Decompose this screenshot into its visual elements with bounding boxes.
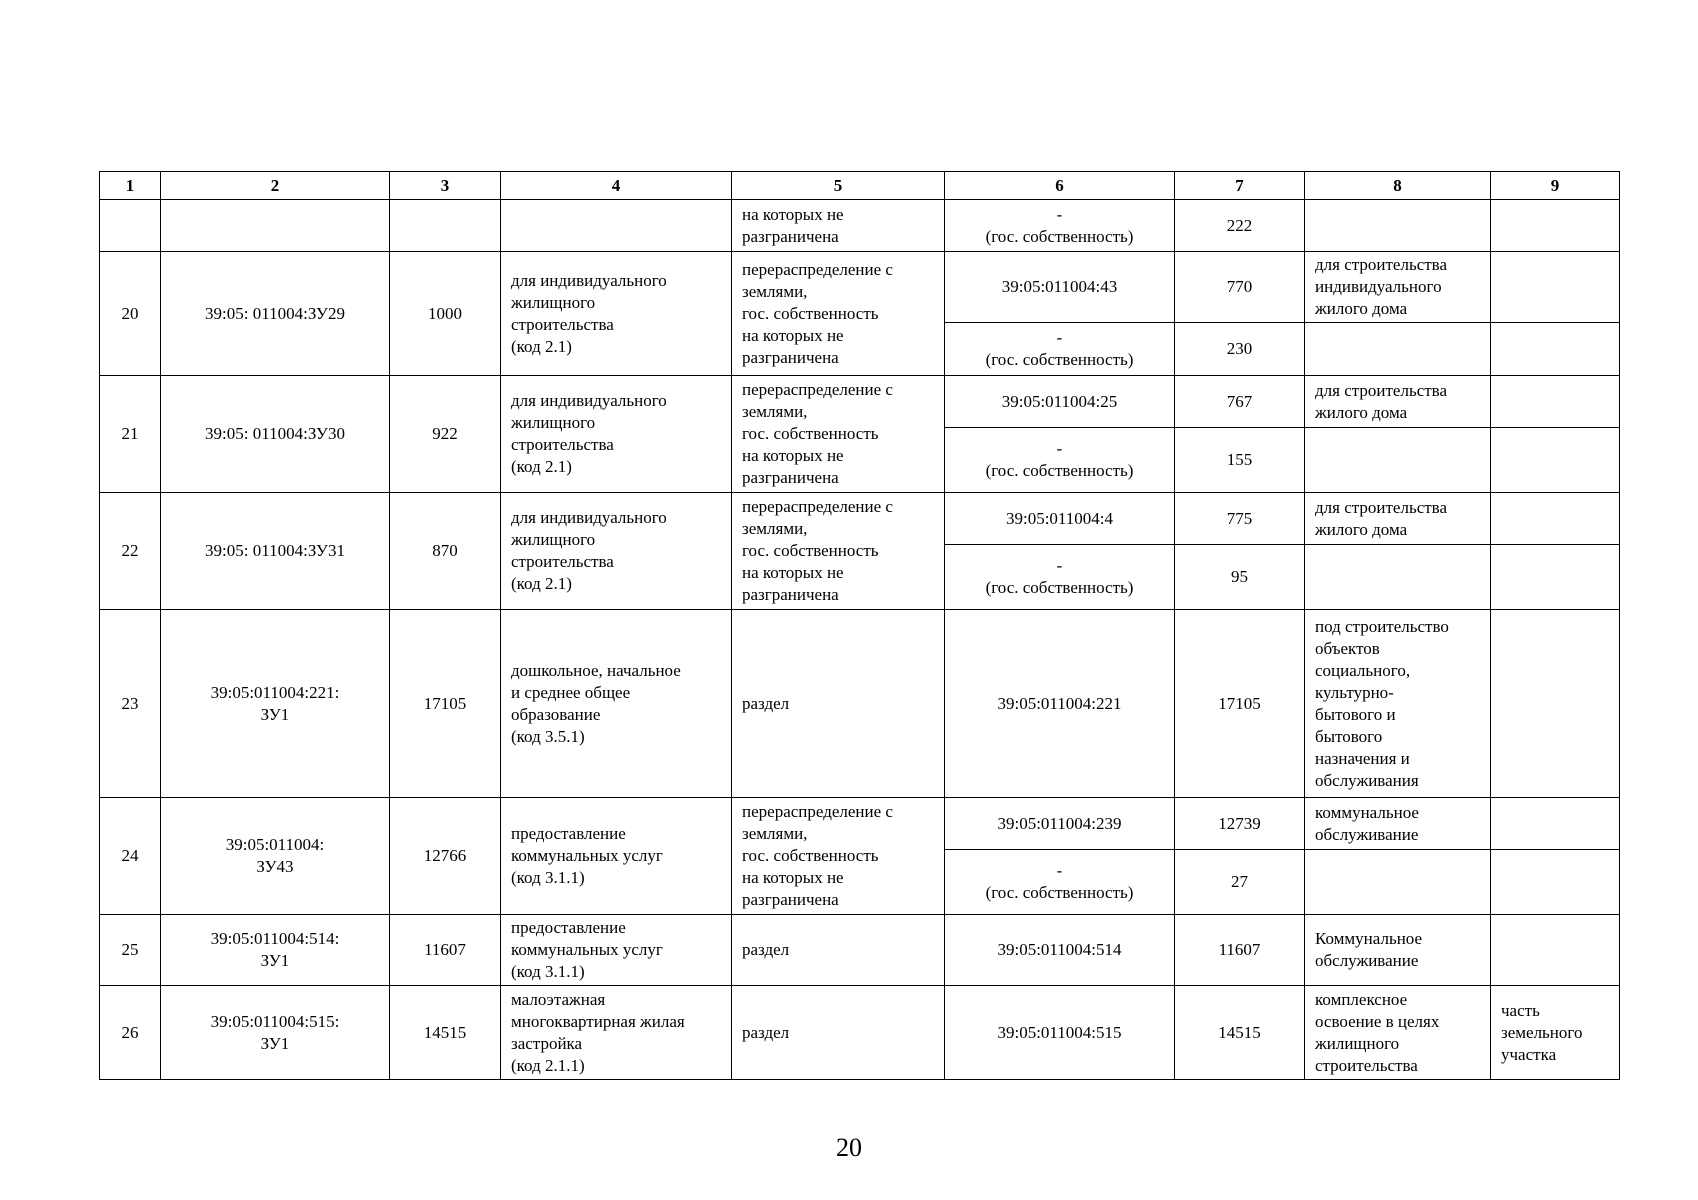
cell-area-part: 27	[1175, 850, 1305, 915]
cell-use: для индивидуального жилищного строительства (код 2.1)	[501, 252, 732, 376]
cell-method: перераспределение с землями, гос. собственность на которых не разграничена	[732, 798, 945, 915]
table-row	[100, 610, 1620, 798]
cell-use: малоэтажная многоквартирная жилая застройка (код 2.1.1)	[501, 986, 732, 1080]
cell-cadastral: 39:05:011004:514: ЗУ1	[161, 915, 390, 986]
cell-number: 25	[100, 915, 161, 986]
cell-note	[1491, 545, 1620, 610]
cell-source: - (гос. собственность)	[945, 200, 1175, 252]
cell-use: дошкольное, начальное и среднее общее образование (код 3.5.1)	[501, 610, 732, 798]
cell-number: 22	[100, 493, 161, 610]
cell-empty	[390, 200, 501, 252]
cell-purpose: под строительство объектов социального, культурно- бытового и бытового назначения и обслуживания	[1305, 610, 1491, 798]
header-col-4: 4	[501, 172, 732, 200]
table-row	[100, 252, 1620, 323]
cell-empty	[501, 200, 732, 252]
cell-area-part: 222	[1175, 200, 1305, 252]
cell-use: предоставление коммунальных услуг (код 3.1.1)	[501, 915, 732, 986]
cell-purpose	[1305, 323, 1491, 376]
cell-note	[1491, 252, 1620, 323]
header-col-7: 7	[1175, 172, 1305, 200]
cell-area: 12766	[390, 798, 501, 915]
cell-purpose: Коммунальное обслуживание	[1305, 915, 1491, 986]
cell-note	[1491, 376, 1620, 428]
cell-note	[1491, 493, 1620, 545]
cell-area: 870	[390, 493, 501, 610]
cell-use: для индивидуального жилищного строительства (код 2.1)	[501, 376, 732, 493]
cell-note	[1491, 915, 1620, 986]
cell-purpose	[1305, 200, 1491, 252]
header-col-2: 2	[161, 172, 390, 200]
cell-source: 39:05:011004:514	[945, 915, 1175, 986]
land-plots-table	[99, 171, 1620, 1080]
cell-area-part: 770	[1175, 252, 1305, 323]
cell-purpose: для строительства индивидуального жилого дома	[1305, 252, 1491, 323]
cell-purpose: для строительства жилого дома	[1305, 376, 1491, 428]
cell-number: 23	[100, 610, 161, 798]
header-col-3: 3	[390, 172, 501, 200]
header-col-9: 9	[1491, 172, 1620, 200]
cell-source: 39:05:011004:43	[945, 252, 1175, 323]
cell-purpose: комплексное освоение в целях жилищного строительства	[1305, 986, 1491, 1080]
cell-area: 1000	[390, 252, 501, 376]
cell-area-part: 155	[1175, 428, 1305, 493]
cell-number: 20	[100, 252, 161, 376]
cell-purpose	[1305, 428, 1491, 493]
cell-purpose: для строительства жилого дома	[1305, 493, 1491, 545]
cell-area-part: 17105	[1175, 610, 1305, 798]
cell-area: 922	[390, 376, 501, 493]
cell-area-part: 14515	[1175, 986, 1305, 1080]
cell-area-part: 775	[1175, 493, 1305, 545]
cell-cadastral: 39:05: 011004:ЗУ31	[161, 493, 390, 610]
cell-note	[1491, 610, 1620, 798]
cell-cadastral: 39:05:011004: ЗУ43	[161, 798, 390, 915]
cell-note	[1491, 798, 1620, 850]
cell-method: перераспределение с землями, гос. собственность на которых не разграничена	[732, 493, 945, 610]
cell-source: 39:05:011004:4	[945, 493, 1175, 545]
cell-cadastral: 39:05:011004:221: ЗУ1	[161, 610, 390, 798]
cell-source: 39:05:011004:221	[945, 610, 1175, 798]
cell-use: для индивидуального жилищного строительства (код 2.1)	[501, 493, 732, 610]
cell-number: 21	[100, 376, 161, 493]
cell-method: на которых не разграничена	[732, 200, 945, 252]
cell-note	[1491, 200, 1620, 252]
header-col-8: 8	[1305, 172, 1491, 200]
cell-source: - (гос. собственность)	[945, 323, 1175, 376]
continuation-row	[100, 200, 1620, 252]
cell-source: 39:05:011004:239	[945, 798, 1175, 850]
cell-area: 11607	[390, 915, 501, 986]
cell-area-part: 12739	[1175, 798, 1305, 850]
cell-source: - (гос. собственность)	[945, 428, 1175, 493]
cell-source: - (гос. собственность)	[945, 545, 1175, 610]
header-col-1: 1	[100, 172, 161, 200]
cell-method: перераспределение с землями, гос. собственность на которых не разграничена	[732, 376, 945, 493]
table-row	[100, 986, 1620, 1080]
cell-area: 14515	[390, 986, 501, 1080]
cell-number: 26	[100, 986, 161, 1080]
cell-method: раздел	[732, 915, 945, 986]
table-row	[100, 798, 1620, 850]
header-col-5: 5	[732, 172, 945, 200]
cell-purpose: коммунальное обслуживание	[1305, 798, 1491, 850]
cell-purpose	[1305, 545, 1491, 610]
cell-note	[1491, 323, 1620, 376]
cell-cadastral: 39:05:011004:515: ЗУ1	[161, 986, 390, 1080]
cell-area-part: 95	[1175, 545, 1305, 610]
cell-method: раздел	[732, 610, 945, 798]
cell-source: 39:05:011004:515	[945, 986, 1175, 1080]
cell-cadastral: 39:05: 011004:ЗУ29	[161, 252, 390, 376]
header-row	[100, 172, 1620, 200]
table-row	[100, 493, 1620, 545]
cell-area-part: 230	[1175, 323, 1305, 376]
cell-area-part: 11607	[1175, 915, 1305, 986]
cell-source: - (гос. собственность)	[945, 850, 1175, 915]
table-row	[100, 376, 1620, 428]
cell-note	[1491, 428, 1620, 493]
cell-method: перераспределение с землями, гос. собственность на которых не разграничена	[732, 252, 945, 376]
cell-cadastral: 39:05: 011004:ЗУ30	[161, 376, 390, 493]
cell-area-part: 767	[1175, 376, 1305, 428]
cell-empty	[161, 200, 390, 252]
cell-use: предоставление коммунальных услуг (код 3.1.1)	[501, 798, 732, 915]
cell-note: часть земельного участка	[1491, 986, 1620, 1080]
header-col-6: 6	[945, 172, 1175, 200]
cell-source: 39:05:011004:25	[945, 376, 1175, 428]
cell-method: раздел	[732, 986, 945, 1080]
cell-empty	[100, 200, 161, 252]
cell-purpose	[1305, 850, 1491, 915]
table-row	[100, 915, 1620, 986]
page-number: 20	[836, 1133, 862, 1162]
cell-number: 24	[100, 798, 161, 915]
cell-note	[1491, 850, 1620, 915]
cell-area: 17105	[390, 610, 501, 798]
